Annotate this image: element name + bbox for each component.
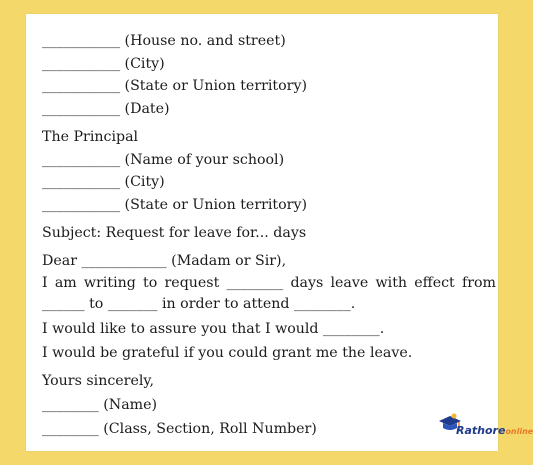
logo-text xyxy=(456,424,533,437)
recipient-school: ___________ (Name of your school) xyxy=(42,152,285,168)
logo-name: Rathore xyxy=(456,424,506,437)
sender-date: ___________ (Date) xyxy=(42,101,170,117)
subject-line: Subject: Request for leave for... days xyxy=(42,225,307,241)
salutation: Dear ____________ (Madam or Sir), xyxy=(42,253,287,269)
sender-city: ___________ (City) xyxy=(42,56,165,72)
sender-state: ___________ (State or Union territory) xyxy=(42,78,307,94)
body-paragraph-1: I am writing to request ________ days leave with effect from ______ to _______ in order to attend ________. xyxy=(42,275,496,312)
sign-off: Yours sincerely, xyxy=(42,373,155,389)
recipient-state: ___________ (State or Union territory) xyxy=(42,197,307,213)
signature-class: ________ (Class, Section, Roll Number) xyxy=(42,421,317,437)
body-paragraph-3: I would be grateful if you could grant me the leave. xyxy=(42,345,413,361)
sender-house: ___________ (House no. and street) xyxy=(42,33,286,49)
recipient-city: ___________ (City) xyxy=(42,174,165,190)
signature-name: ________ (Name) xyxy=(42,397,158,413)
body-paragraph-2: I would like to assure you that I would ________. xyxy=(42,321,385,337)
rathore-online-logo xyxy=(438,410,533,446)
logo-suffix: online xyxy=(505,427,533,436)
recipient-title: The Principal xyxy=(42,129,139,145)
letter-sheet xyxy=(26,14,533,451)
